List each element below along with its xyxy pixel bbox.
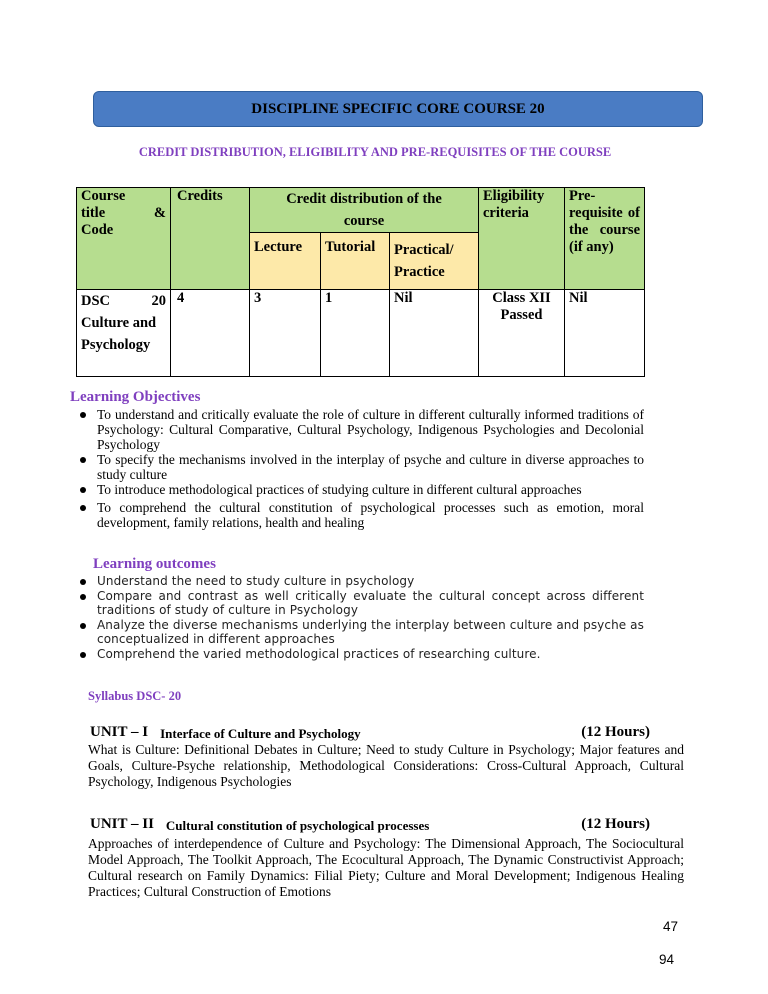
- header-prerequisite: Pre-requisite of the course (if any): [565, 188, 645, 290]
- cell-course-code-b: 20: [151, 293, 166, 309]
- unit-number: UNIT – I: [90, 724, 149, 740]
- header-code: Code: [81, 222, 114, 238]
- objectives-title: Learning Objectives: [70, 389, 201, 405]
- unit-hours: (12 Hours): [581, 724, 650, 740]
- cell-eligibility: Class XII Passed: [479, 290, 565, 377]
- unit-1-heading: [90, 724, 650, 742]
- outer-page-number: 94: [659, 952, 675, 967]
- list-item: Compare and contrast as well critically evaluate the cultural concept across different traditions of study of culture in Psychology: [76, 589, 644, 618]
- cell-tutorial: 1: [321, 290, 390, 377]
- header-credit-distribution: [250, 188, 479, 233]
- list-item: To understand and critically evaluate the role of culture in different culturally informed traditions of Psychology: Cultural Comparative, Cultural Psychology, Indigenous Psychologies and Decolonial Psychology: [76, 407, 644, 452]
- unit-2-body: Approaches of interdependence of Culture and Psychology: The Dimensional Approach, The Sociocultural Model Approach, The Toolkit Approach, The Ecocultural Approach, The Dynamic Constructivist Approach; Cultural research on Family Dynamics: Filial Piety; Culture and Moral Development; Indigenous Healing Practices; Cultural Construction of Emotions: [88, 836, 684, 899]
- cell-course-code: [81, 290, 166, 312]
- unit-1-body: What is Culture: Definitional Debates in Culture; Need to study Culture in Psychology; Major features and Goals, Culture-Psyche relationship, Methodological Considerations: Cross-Cultural Approach, Cultural Psychology, Indigenous Psychologies: [88, 742, 684, 789]
- header-lecture: Lecture: [250, 233, 321, 290]
- unit-title: Cultural constitution of psychological processes: [165, 818, 430, 833]
- list-item: Comprehend the varied methodological practices of researching culture.: [76, 647, 644, 662]
- header-practical: Practical/ Practice: [390, 233, 479, 290]
- header-course-title: [77, 188, 171, 290]
- outcomes-list: [76, 574, 644, 661]
- header-credits: Credits: [171, 188, 250, 290]
- header-amp: &: [153, 205, 166, 221]
- credit-subheading: CREDIT DISTRIBUTION, ELIGIBILITY AND PRE-REQUISITES OF THE COURSE: [138, 145, 612, 159]
- course-banner: [93, 91, 703, 127]
- header-title-word: title: [81, 205, 106, 221]
- cell-course-title: [77, 290, 171, 377]
- header-course-title-line2: [81, 205, 166, 222]
- list-item: Analyze the diverse mechanisms underlying the interplay between culture and psyche as conceptualized in different approaches: [76, 618, 644, 647]
- header-tutorial: Tutorial: [321, 233, 390, 290]
- cell-practical: Nil: [390, 290, 479, 377]
- banner-title: DISCIPLINE SPECIFIC CORE COURSE 20: [251, 100, 545, 117]
- list-item: Understand the need to study culture in psychology: [76, 574, 644, 589]
- cell-prerequisite: Nil: [565, 290, 645, 377]
- unit-2-heading: [90, 816, 650, 834]
- outcomes-title: Learning outcomes: [93, 556, 216, 572]
- credit-table: [76, 187, 645, 377]
- header-credit-distribution-text: Credit distribution of the course: [286, 191, 442, 229]
- table-row: [77, 290, 645, 377]
- list-item: To introduce methodological practices of studying culture in different cultural approaches: [76, 482, 697, 497]
- cell-credits: 4: [171, 290, 250, 377]
- list-item: To specify the mechanisms involved in the interplay of psyche and culture in diverse approaches to study culture: [76, 452, 644, 482]
- syllabus-label: Syllabus DSC- 20: [88, 689, 182, 703]
- unit-number: UNIT – II: [90, 816, 154, 832]
- cell-lecture: 3: [250, 290, 321, 377]
- table-header-row: [77, 188, 645, 233]
- cell-course-name: Culture and Psychology: [81, 315, 157, 353]
- cell-course-code-a: DSC: [81, 293, 111, 309]
- inner-page-number: 47: [663, 919, 679, 934]
- header-eligibility: Eligibility criteria: [479, 188, 565, 290]
- header-course-title-line1: Course: [81, 188, 126, 204]
- objectives-list: [76, 407, 644, 530]
- unit-hours: (12 Hours): [581, 816, 650, 832]
- unit-title: Interface of Culture and Psychology: [160, 726, 361, 741]
- list-item: To comprehend the cultural constitution of psychological processes such as emotion, moral development, family relations, health and healing: [76, 500, 644, 530]
